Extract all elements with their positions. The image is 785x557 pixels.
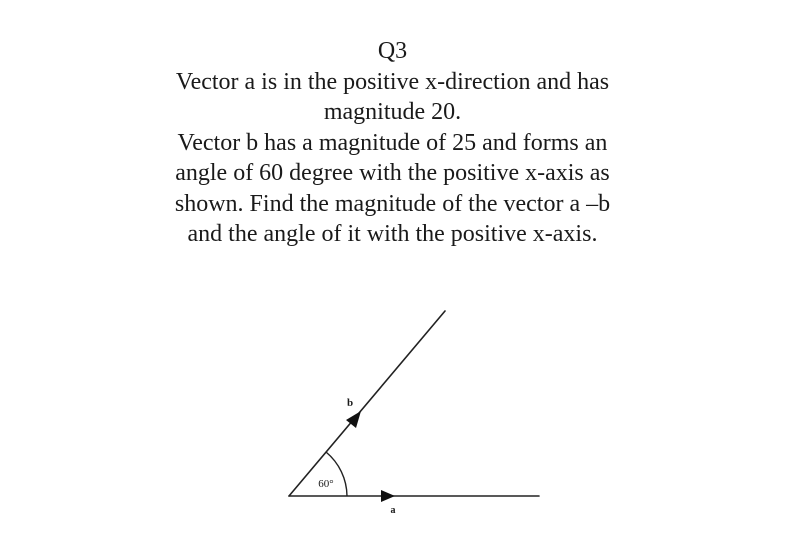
question-number: Q3 xyxy=(377,38,408,64)
vector-b-label: b xyxy=(346,397,354,409)
vector-a-label: a xyxy=(390,505,396,516)
question-line-3: Vector b has a magnitude of 25 and forms an xyxy=(177,129,608,156)
question-line-5: shown. Find the magnitude of the vector a –b xyxy=(174,190,611,217)
question-line-4: angle of 60 degree with the positive x-axis as xyxy=(175,160,610,186)
vector-b-line xyxy=(289,311,445,496)
question-line-2: magnitude 20. xyxy=(323,99,462,125)
question-line-6: and the angle of it with the positive x-axis. xyxy=(187,221,598,247)
angle-label: 60° xyxy=(318,478,334,490)
vector-a-arrowhead xyxy=(381,490,395,502)
question-line-1: Vector a is in the positive x-direction and has xyxy=(175,68,610,95)
